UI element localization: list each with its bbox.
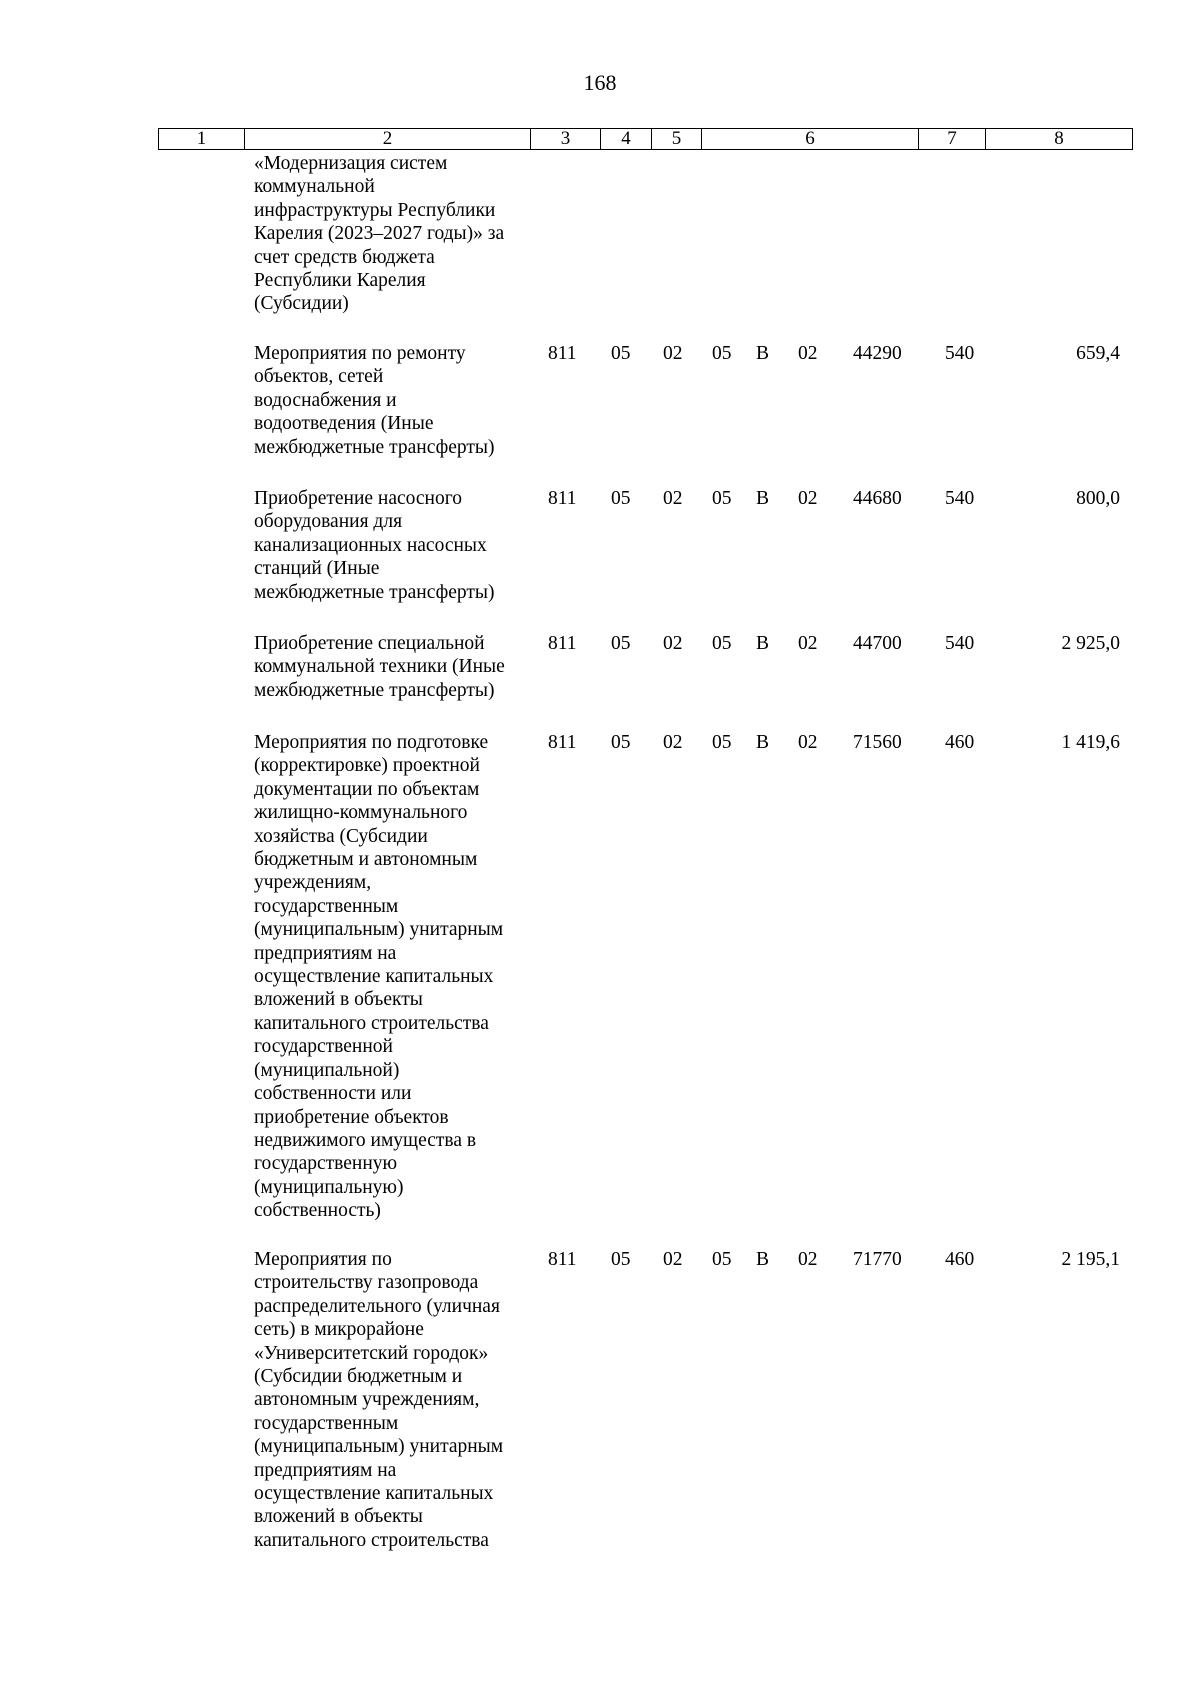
ministry-code: 811 (548, 633, 577, 654)
target-article-part: 05 (712, 343, 732, 364)
target-article-part: 44700 (853, 633, 902, 654)
row-description: «Модернизация систем коммунальной инфраструктуры Республики Карелия (2023–2027 годы)» за счет средств бюджета Республики Карелия (Субсидии) (254, 153, 505, 315)
section-code: 05 (611, 488, 631, 509)
ministry-code: 811 (548, 488, 577, 509)
target-article-part: 05 (712, 732, 732, 753)
target-article-part: 02 (798, 1249, 818, 1270)
column-header-4: 4 (601, 129, 652, 150)
target-article-part: 44680 (853, 488, 902, 509)
target-article-part: 71560 (853, 732, 902, 753)
target-article-part: В (756, 633, 770, 654)
column-header-8: 8 (986, 129, 1133, 150)
page-number: 168 (583, 70, 617, 95)
section-code: 05 (611, 343, 631, 364)
target-article-part: 71770 (853, 1249, 902, 1270)
column-header-7: 7 (919, 129, 986, 150)
column-header-3: 3 (531, 129, 601, 150)
section-code: 05 (611, 732, 631, 753)
target-article-part: 02 (798, 343, 818, 364)
target-article-part: 05 (712, 488, 732, 509)
row-description: Приобретение специальной коммунальной техники (Иные межбюджетные трансферты) (254, 633, 505, 701)
target-article-part: В (756, 732, 770, 753)
expense-type-code: 540 (945, 488, 975, 509)
subsection-code: 02 (663, 343, 683, 364)
section-code: 05 (611, 1249, 631, 1270)
subsection-code: 02 (663, 732, 683, 753)
target-article-part: 02 (798, 732, 818, 753)
expense-type-code: 460 (945, 732, 975, 753)
target-article-part: В (756, 1249, 770, 1270)
amount: 800,0 (1076, 488, 1120, 509)
expense-type-code: 540 (945, 343, 975, 364)
column-header-row (159, 129, 1133, 150)
amount: 659,4 (1076, 343, 1120, 364)
expense-type-code: 540 (945, 633, 975, 654)
row-description: Приобретение насосного оборудования для канализационных насосных станций (Иные межбюджетные трансферты) (254, 488, 495, 603)
target-article-part: В (756, 488, 770, 509)
amount: 1 419,6 (1061, 732, 1120, 753)
target-article-part: В (756, 343, 770, 364)
target-article-part: 05 (712, 1249, 732, 1270)
subsection-code: 02 (663, 488, 683, 509)
row-description: Мероприятия по строительству газопровода распределительного (уличная сеть) в микрорайоне «Университетский городок» (Субсидии бюджетным и автономным учреждениям, государственным (муниципальным) унитарным предприятиям на осуществление капитальных вложений в объекты капитального строительства (254, 1249, 504, 1551)
target-article-part: 02 (798, 633, 818, 654)
section-code: 05 (611, 633, 631, 654)
ministry-code: 811 (548, 1249, 577, 1270)
column-header-6: 6 (702, 129, 919, 150)
target-article-part: 02 (798, 488, 818, 509)
subsection-code: 02 (663, 633, 683, 654)
target-article-part: 44290 (853, 343, 902, 364)
column-header-5: 5 (652, 129, 702, 150)
expense-type-code: 460 (945, 1249, 975, 1270)
ministry-code: 811 (548, 343, 577, 364)
ministry-code: 811 (548, 732, 577, 753)
column-header-table (158, 128, 1133, 150)
target-article-part: 05 (712, 633, 732, 654)
subsection-code: 02 (663, 1249, 683, 1270)
column-header-1: 1 (159, 129, 245, 150)
amount: 2 925,0 (1061, 633, 1120, 654)
row-description: Мероприятия по подготовке (корректировке) проектной документации по объектам жилищно-коммунального хозяйства (Субсидии бюджетным и автономным учреждениям, государственным (муниципальным) унитарным предприятиям на осуществление капитальных вложений в объекты капитального строительства государственной (муниципальной) собственности или приобретение объектов недвижимого имущества в государственную (муниципальную) собственность) (254, 732, 504, 1222)
amount: 2 195,1 (1061, 1249, 1120, 1270)
row-description: Мероприятия по ремонту объектов, сетей водоснабжения и водоотведения (Иные межбюджетные трансферты) (254, 343, 495, 458)
column-header-2: 2 (245, 129, 531, 150)
